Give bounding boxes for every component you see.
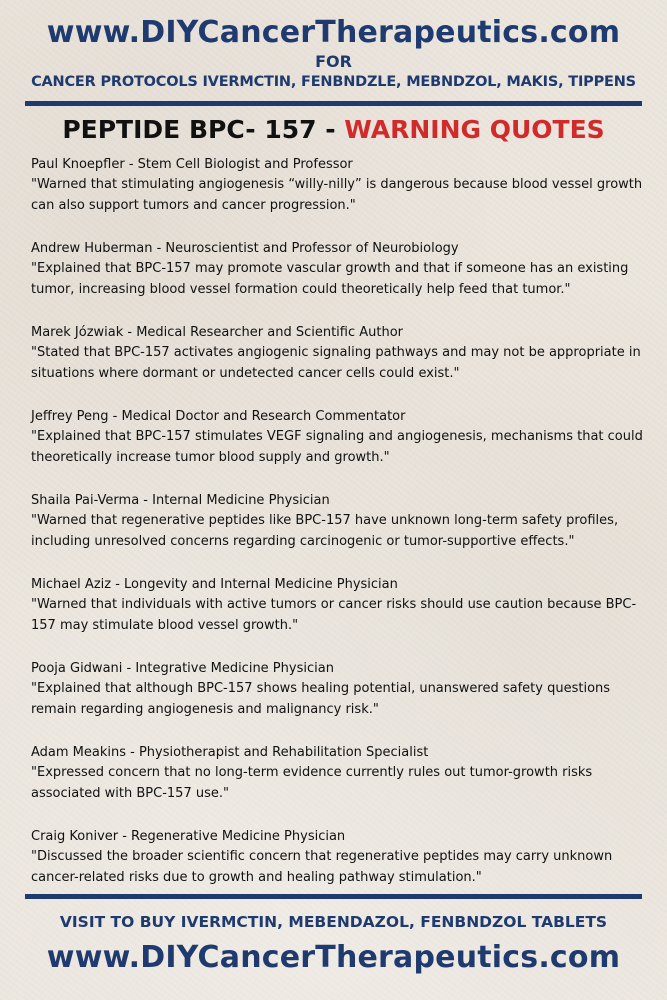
- quote-text: "Expressed concern that no long-term evidence currently rules out tumor-growth risks associated with BPC-157 use.": [31, 765, 593, 801]
- quotes-list: [31, 155, 643, 911]
- quote-item: [31, 239, 643, 323]
- title-main-text: PEPTIDE BPC- 157 -: [62, 115, 345, 144]
- protocols-line: CANCER PROTOCOLS IVERMCTIN, FENBNDZLE, MEBNDZOL, MAKIS, TIPPENS: [31, 74, 636, 90]
- quote-text: "Warned that regenerative peptides like BPC-157 have unknown long-term safety profiles, including unresolved concerns regarding carcinogenic or tumor-supportive effects.": [31, 513, 619, 549]
- top-divider: [25, 101, 642, 106]
- quote-text: "Warned that stimulating angiogenesis “willy-nilly” is dangerous because blood vessel growth can also support tumors and cancer progression.": [31, 177, 643, 213]
- site-url-header: www.DIYCancerTherapeutics.com: [46, 15, 621, 50]
- quote-item: [31, 491, 643, 575]
- quote-person: Shaila Pai-Verma - Internal Medicine Physician: [31, 493, 330, 508]
- quote-item: [31, 659, 643, 743]
- quote-text: "Discussed the broader scientific concern that regenerative peptides may carry unknown cancer-related risks due to growth and healing pathway stimulation.": [31, 849, 613, 885]
- quote-item: [31, 155, 643, 239]
- quote-person: Craig Koniver - Regenerative Medicine Physician: [31, 829, 346, 844]
- quote-person: Jeffrey Peng - Medical Doctor and Research Commentator: [31, 409, 406, 424]
- quote-person: Michael Aziz - Longevity and Internal Medicine Physician: [31, 577, 398, 592]
- quote-item: [31, 407, 643, 491]
- page-title: [0, 114, 667, 146]
- title-warning-text: WARNING QUOTES: [344, 115, 605, 144]
- quote-item: [31, 743, 643, 827]
- quote-person: Andrew Huberman - Neuroscientist and Professor of Neurobiology: [31, 241, 459, 256]
- quote-item: [31, 575, 643, 659]
- bottom-divider: [25, 894, 642, 899]
- quote-text: "Warned that individuals with active tumors or cancer risks should use caution because BPC-157 may stimulate blood vessel growth.": [31, 597, 637, 633]
- quote-person: Marek Józwiak - Medical Researcher and Scientific Author: [31, 325, 404, 340]
- quote-text: "Stated that BPC-157 activates angiogenic signaling pathways and may not be appropriate in situations where dormant or undetected cancer cells could exist.": [31, 345, 641, 381]
- quote-text: "Explained that BPC-157 may promote vascular growth and that if someone has an existing tumor, increasing blood vessel formation could theoretically help feed that tumor.": [31, 261, 629, 297]
- for-label: FOR: [315, 52, 352, 71]
- quote-person: Adam Meakins - Physiotherapist and Rehabilitation Specialist: [31, 745, 429, 760]
- buy-tablets-line: VISIT TO BUY IVERMCTIN, MEBENDAZOL, FENBNDZOL TABLETS: [59, 913, 608, 931]
- quote-person: Paul Knoepfler - Stem Cell Biologist and Professor: [31, 157, 353, 172]
- quote-text: "Explained that BPC-157 stimulates VEGF signaling and angiogenesis, mechanisms that could theoretically increase tumor blood supply and growth.": [31, 429, 643, 465]
- quote-text: "Explained that although BPC-157 shows healing potential, unanswered safety questions remain regarding angiogenesis and malignancy risk.": [31, 681, 611, 717]
- site-url-footer[interactable]: www.DIYCancerTherapeutics.com: [46, 940, 621, 975]
- quote-person: Pooja Gidwani - Integrative Medicine Physician: [31, 661, 334, 676]
- quote-item: [31, 323, 643, 407]
